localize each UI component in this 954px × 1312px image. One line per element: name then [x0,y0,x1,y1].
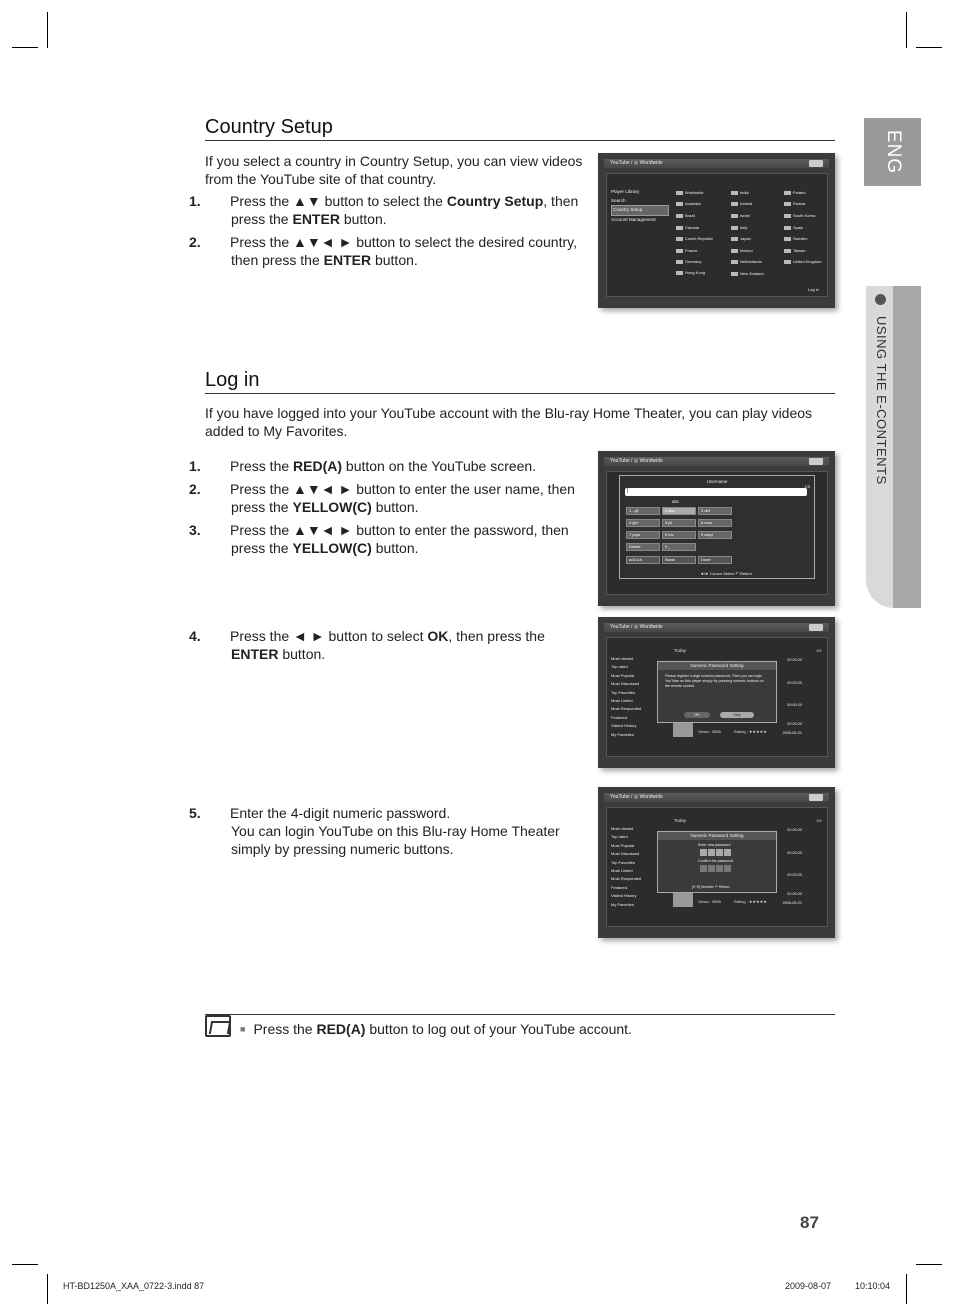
category-item[interactable]: Most Responded [611,876,642,882]
menu-item-search[interactable]: Search [611,197,626,203]
log-in-title: Log in [205,369,260,391]
tv-icon [809,624,823,631]
duration: 00:00:20 [787,851,802,855]
country-item[interactable]: Australia [676,201,701,206]
category-item[interactable]: Top rated [611,834,628,840]
language-tab-label: ENG [882,129,904,175]
category-item[interactable]: Most Linked [611,868,633,874]
keyboard-dialog [619,475,815,579]
page-indicator: 1/5 [816,818,822,823]
country-item[interactable]: Ireland [731,201,752,206]
country-item[interactable]: New Zealand [731,271,764,276]
country-item[interactable]: Canada [676,225,699,230]
key-7[interactable]: 7 pqrs [626,531,660,539]
input-mode: abc [672,499,680,504]
category-item[interactable]: Most Linked [611,698,633,704]
category-item[interactable]: My Favorites [611,731,634,737]
country-item[interactable]: Sweden [784,236,807,241]
video-category-menu [611,655,659,739]
section-tab-label: USING THE E-CONTENTS [873,294,889,504]
crop-mark [47,12,48,48]
login-step-5: 5. Enter the 4-digit numeric password. You can login YouTube on this Blu-ray Home Theater simply by pressing numeric buttons. [189,805,560,857]
key-3[interactable]: 3 def [698,507,732,515]
skip-button[interactable]: Skip [720,712,754,718]
view-count: Views : 3968 [698,899,721,904]
today-label: Today [674,648,687,653]
dialog-message: Please register 4-digit numeric password. Then you can login YouTube on this player simply by pressing numeric buttons on the remote control. [665,674,764,688]
country-item[interactable]: Czech Republic [676,236,713,241]
crop-mark [916,47,942,48]
log-in-intro: If you have logged into your YouTube account with the Blu-ray Home Theater, you can play videos added to My Favorites. [205,405,813,439]
username-input[interactable]: | [625,488,807,496]
note-icon [205,1015,231,1037]
category-item[interactable]: Most viewed [611,656,634,661]
breadcrumb: YouTube / ◎ Worldwide [610,160,663,166]
breadcrumb: YouTube / ◎ Worldwide [610,458,663,464]
category-item[interactable]: Most Popular [611,672,635,678]
category-item[interactable]: Most Responded [611,706,642,712]
page-indicator: 1/5 [816,648,822,653]
country-item[interactable]: India [731,190,749,195]
crop-mark [47,1274,48,1304]
country-item[interactable]: Russia [784,201,805,206]
title-rule [205,393,835,394]
key-mode[interactable]: a/A/1/ä [626,556,660,564]
video-thumbnail[interactable] [673,723,693,737]
key-5[interactable]: 5 jkl [662,519,696,527]
confirm-password-label: Confirm the password [698,859,733,863]
video-thumbnail[interactable] [673,893,693,907]
category-item[interactable]: Top rated [611,664,628,670]
menu-item-account-management[interactable]: Account Management [611,216,656,222]
menu-item-player-library[interactable]: Player Library [611,189,640,194]
tv-icon [809,160,823,167]
rating: Rating : ★★★★★ [734,899,767,904]
dialog-title: Numeric Password Setting [658,832,776,840]
country-item[interactable]: Netherlands [731,259,762,264]
upload-date: 2009-05-21 [782,731,802,735]
language-tab [864,118,921,186]
upload-date: 2009-05-21 [782,901,802,905]
key-done[interactable]: Done [698,556,732,564]
page-indicator: 1/5 [804,484,810,489]
category-item[interactable]: Most Popular [611,842,635,848]
country-step-1: 1. Press the ▲▼ button to select the Country Setup, then press the ENTER button. [189,193,579,227]
duration: 00:00:20 [787,892,802,896]
footer-time: 10:10:04 [855,1281,891,1291]
country-item[interactable]: Italy [731,225,747,230]
screenshot-username-keyboard [598,451,835,606]
duration: 00:00:20 [787,703,802,707]
duration: 00:00:20 [787,828,802,832]
screenshot-enter-password [598,787,835,938]
note-rule [205,1014,835,1015]
country-item[interactable]: Japan [731,236,751,241]
country-item[interactable]: Brazil [676,213,695,218]
password-digits[interactable] [700,849,731,858]
key-4[interactable]: 4 ghi [626,519,660,527]
duration: 00:00:20 [787,722,802,726]
page-number: 87 [800,1213,819,1232]
country-step-2: 2. Press the ▲▼◄ ► button to select the desired country, then press the ENTER button. [189,234,577,268]
login-step-1: 1. Press the RED(A) button on the YouTube screen. [189,458,537,474]
password-setting-dialog [657,661,777,723]
country-item[interactable]: United Kingdom [784,259,821,264]
crop-mark [12,47,38,48]
key-delete[interactable]: Delete [626,543,660,551]
rating: Rating : ★★★★★ [734,729,767,734]
country-item[interactable]: Hong Kong [676,270,705,275]
key-0[interactable]: 0 ⎵ [662,543,696,551]
tv-icon [809,458,823,465]
footer-date: 2009-08-07 [785,1281,832,1291]
duration: 00:00:20 [787,658,802,662]
country-item[interactable]: Germany [676,259,701,264]
category-item[interactable]: Most Discussed [611,681,640,687]
breadcrumb: YouTube / ◎ Worldwide [610,624,663,630]
country-item[interactable]: France [676,248,697,253]
key-blank[interactable]: Blank [662,556,696,564]
crop-mark [916,1264,942,1265]
dialog-title: Numeric Password Setting [658,662,776,670]
bullet-icon [875,294,886,305]
key-2[interactable]: 2 abc [662,507,696,515]
confirm-digits[interactable] [700,865,731,874]
enter-password-label: Enter new password [698,843,731,847]
category-item[interactable]: Visited History [611,723,637,729]
square-bullet-icon: ■ [240,1024,246,1034]
key-1[interactable]: 1 .-@ [626,507,660,515]
ok-button[interactable]: OK [684,712,710,718]
duration: 00:00:20 [787,681,802,685]
key-8[interactable]: 8 tuv [662,531,696,539]
crop-mark [906,1274,907,1304]
new-password-dialog [657,831,777,893]
category-item[interactable]: Featured [611,714,628,720]
category-item[interactable]: Most viewed [611,826,634,831]
category-item[interactable]: Featured [611,884,628,890]
menu-item-country-setup[interactable]: Country Setup [611,205,669,216]
category-item[interactable]: Top Favorites [611,859,636,865]
duration: 00:00:20 [787,873,802,877]
country-setup-title: Country Setup [205,116,333,138]
screenshot-password-dialog [598,617,835,768]
category-item[interactable]: My Favorites [611,901,634,907]
today-label: Today [674,818,687,823]
title-rule [205,140,835,141]
country-item[interactable]: Spain [784,225,803,230]
crop-mark [12,1264,38,1265]
country-item[interactable]: Worldwide [676,190,704,195]
country-item[interactable]: Poland [784,190,805,195]
video-category-menu [611,825,659,909]
breadcrumb: YouTube / ◎ Worldwide [610,794,663,800]
country-item[interactable]: Israel [731,213,750,218]
country-item[interactable]: Mexico [731,248,753,253]
category-item[interactable]: Top Favorites [611,689,636,695]
key-9[interactable]: 9 wxyz [698,531,732,539]
country-item[interactable]: South Korea [784,213,815,218]
view-count: Views : 3968 [698,729,721,734]
country-item[interactable]: Taiwan [784,248,805,253]
logout-note: ■ Press the RED(A) button to log out of your YouTube account. [240,1021,632,1037]
login-hint: Log in [808,287,819,292]
dialog-hints: [0~9] Number ↶ Return [692,885,730,889]
keyboard-label: Username [706,479,728,484]
category-item[interactable]: Visited History [611,893,637,899]
login-step-4: 4. Press the ◄ ► button to select OK, then press the ENTER button. [189,628,545,662]
login-step-2: 2. Press the ▲▼◄ ► button to enter the user name, then press the YELLOW(C) button. [189,481,575,515]
settings-menu [611,188,669,224]
country-setup-intro: If you select a country in Country Setup, you can view videos from the YouTube site of that country. [205,153,583,187]
login-step-3: 3. Press the ▲▼◄ ► button to enter the password, then press the YELLOW(C) button. [189,522,569,556]
crop-mark [906,12,907,48]
screenshot-country-setup [598,153,835,308]
category-item[interactable]: Most Discussed [611,851,640,857]
keyboard-hints: ◄/► Cursor Select ↶ Return [700,571,752,576]
key-6[interactable]: 6 mno [698,519,732,527]
tv-icon [809,794,823,801]
footer-filename: HT-BD1250A_XAA_0722-3.indd 87 [63,1281,205,1291]
